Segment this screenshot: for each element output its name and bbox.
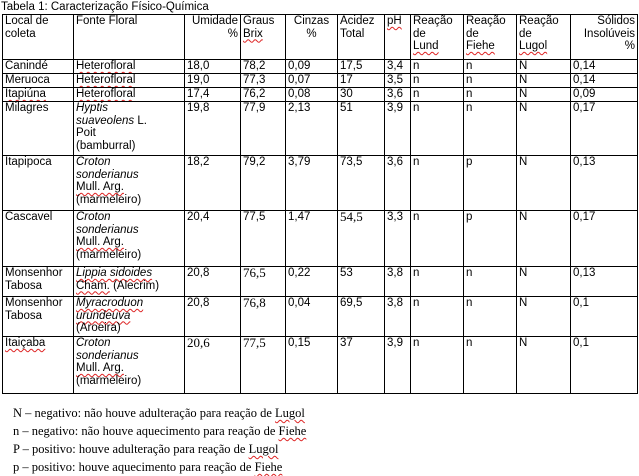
cell-brix: 77,9 <box>241 102 286 156</box>
cell-fiehe: n <box>464 88 517 102</box>
cell-lugol: N <box>517 74 571 88</box>
physicochemical-table <box>2 14 638 394</box>
cell-lund: n <box>411 102 464 156</box>
cell-solidos: 0,13 <box>571 267 638 297</box>
header-fiehe: Reação de Fiehe <box>464 15 517 60</box>
cell-brix: 76,8 <box>241 297 286 337</box>
header-lugol: Reação de Lugol <box>517 15 571 60</box>
table-caption: Tabela 1: Caracterização Físico-Química <box>1 1 209 13</box>
table-row <box>3 156 638 211</box>
cell-ph: 3,8 <box>385 297 411 337</box>
cell-umidade: 20,4 <box>185 211 241 267</box>
cell-umidade: 19,0 <box>185 74 241 88</box>
cell-lund: n <box>411 267 464 297</box>
table-row <box>3 297 638 337</box>
cell-lund: n <box>411 337 464 394</box>
cell-acidez: 54,5 <box>338 211 385 267</box>
cell-local: Milagres <box>3 102 74 156</box>
cell-lund: n <box>411 74 464 88</box>
cell-brix: 76,5 <box>241 267 286 297</box>
cell-brix: 78,2 <box>241 60 286 74</box>
header-acidez: Acidez Total <box>338 15 385 60</box>
cell-cinzas: 0,15 <box>286 337 338 394</box>
header-cinzas: Cinzas % <box>286 15 338 60</box>
legend-line: n – negativo: não houve aquecimento para reação de Fiehe <box>13 424 307 438</box>
table-row <box>3 211 638 267</box>
cell-fonte: Croton sonderianus Mull. Arg. (marmeleiro) <box>74 211 185 267</box>
cell-cinzas: 1,47 <box>286 211 338 267</box>
cell-acidez: 69,5 <box>338 297 385 337</box>
cell-cinzas: 0,09 <box>286 60 338 74</box>
cell-umidade: 20,6 <box>185 337 241 394</box>
cell-local: Canindé <box>3 60 74 74</box>
cell-ph: 3,8 <box>385 267 411 297</box>
legend-line: N – negativo: não houve adulteração para reação de Lugol <box>13 406 305 420</box>
cell-fiehe: n <box>464 74 517 88</box>
cell-fiehe: p <box>464 156 517 211</box>
cell-local: Cascavel <box>3 211 74 267</box>
cell-umidade: 18,2 <box>185 156 241 211</box>
header-local: Local de coleta <box>3 15 74 60</box>
cell-fiehe: p <box>464 211 517 267</box>
cell-lugol: N <box>517 102 571 156</box>
cell-brix: 77,5 <box>241 337 286 394</box>
cell-lugol: N <box>517 211 571 267</box>
cell-ph: 3,9 <box>385 337 411 394</box>
cell-solidos: 0,17 <box>571 211 638 267</box>
cell-fiehe: n <box>464 297 517 337</box>
header-lund: Reação de Lund <box>411 15 464 60</box>
cell-solidos: 0,14 <box>571 60 638 74</box>
cell-lund: n <box>411 297 464 337</box>
legend-line: p – positivo: houve aquecimento para reação de Fiehe <box>13 460 283 474</box>
cell-lund: n <box>411 88 464 102</box>
cell-ph: 3,4 <box>385 60 411 74</box>
table-row <box>3 74 638 88</box>
table-row <box>3 337 638 394</box>
cell-fiehe: n <box>464 60 517 74</box>
cell-acidez: 53 <box>338 267 385 297</box>
table-row <box>3 88 638 102</box>
cell-local: Meruoca <box>3 74 74 88</box>
cell-solidos: 0,13 <box>571 156 638 211</box>
cell-fonte: Heterofloral <box>74 74 185 88</box>
cell-fiehe: n <box>464 267 517 297</box>
cell-lugol: N <box>517 60 571 74</box>
cell-umidade: 20,8 <box>185 297 241 337</box>
cell-ph: 3,6 <box>385 88 411 102</box>
header-row <box>3 15 638 60</box>
cell-cinzas: 0,22 <box>286 267 338 297</box>
cell-acidez: 37 <box>338 337 385 394</box>
cell-local: Monsenhor Tabosa <box>3 297 74 337</box>
cell-fonte: Hyptis suaveolens L. Poit (bamburral) <box>74 102 185 156</box>
cell-local: Itaiçaba <box>3 337 74 394</box>
cell-fiehe: n <box>464 102 517 156</box>
cell-ph: 3,6 <box>385 156 411 211</box>
cell-brix: 77,5 <box>241 211 286 267</box>
header-fonte: Fonte Floral <box>74 15 185 60</box>
header-ph: pH <box>385 15 411 60</box>
cell-lugol: N <box>517 267 571 297</box>
cell-cinzas: 2,13 <box>286 102 338 156</box>
cell-lund: n <box>411 211 464 267</box>
cell-fonte: Myracroduon urundeuva (Aroeira) <box>74 297 185 337</box>
cell-cinzas: 0,07 <box>286 74 338 88</box>
table-row <box>3 102 638 156</box>
table-row <box>3 267 638 297</box>
cell-fonte: Heterofloral <box>74 88 185 102</box>
header-umidade: Umidade % <box>185 15 241 60</box>
header-solidos: Sólidos Insolúveis % <box>571 15 638 60</box>
cell-lugol: N <box>517 88 571 102</box>
cell-fonte: Croton sonderianus Mull. Arg. (marmeleiro) <box>74 156 185 211</box>
table-row <box>3 60 638 74</box>
cell-solidos: 0,1 <box>571 337 638 394</box>
cell-lund: n <box>411 156 464 211</box>
cell-local: Itapiúna <box>3 88 74 102</box>
cell-solidos: 0,09 <box>571 88 638 102</box>
cell-lund: n <box>411 60 464 74</box>
cell-umidade: 19,8 <box>185 102 241 156</box>
cell-local: Itapipoca <box>3 156 74 211</box>
cell-cinzas: 0,08 <box>286 88 338 102</box>
cell-cinzas: 0,04 <box>286 297 338 337</box>
cell-acidez: 51 <box>338 102 385 156</box>
cell-umidade: 20,8 <box>185 267 241 297</box>
cell-ph: 3,5 <box>385 74 411 88</box>
cell-fonte: Lippia sidoides Cham. (Alecrim) <box>74 267 185 297</box>
cell-cinzas: 3,79 <box>286 156 338 211</box>
cell-lugol: N <box>517 337 571 394</box>
cell-lugol: N <box>517 156 571 211</box>
cell-acidez: 30 <box>338 88 385 102</box>
cell-ph: 3,9 <box>385 102 411 156</box>
cell-brix: 77,3 <box>241 74 286 88</box>
cell-brix: 76,2 <box>241 88 286 102</box>
cell-acidez: 17,5 <box>338 60 385 74</box>
legend <box>13 404 306 476</box>
cell-local: Monsenhor Tabosa <box>3 267 74 297</box>
cell-umidade: 17,4 <box>185 88 241 102</box>
cell-fiehe: n <box>464 337 517 394</box>
cell-acidez: 17 <box>338 74 385 88</box>
cell-lugol: N <box>517 297 571 337</box>
cell-solidos: 0,14 <box>571 74 638 88</box>
legend-line: P – positivo: houve adulteração para reação de Lugol <box>13 442 279 456</box>
cell-ph: 3,3 <box>385 211 411 267</box>
cell-acidez: 73,5 <box>338 156 385 211</box>
cell-solidos: 0,17 <box>571 102 638 156</box>
cell-umidade: 18,0 <box>185 60 241 74</box>
header-graus-brix: Graus Brix <box>241 15 286 60</box>
cell-fonte: Croton sonderianus Mull. Arg. (marmeleiro) <box>74 337 185 394</box>
cell-fonte: Heterofloral <box>74 60 185 74</box>
cell-solidos: 0,1 <box>571 297 638 337</box>
cell-brix: 79,2 <box>241 156 286 211</box>
